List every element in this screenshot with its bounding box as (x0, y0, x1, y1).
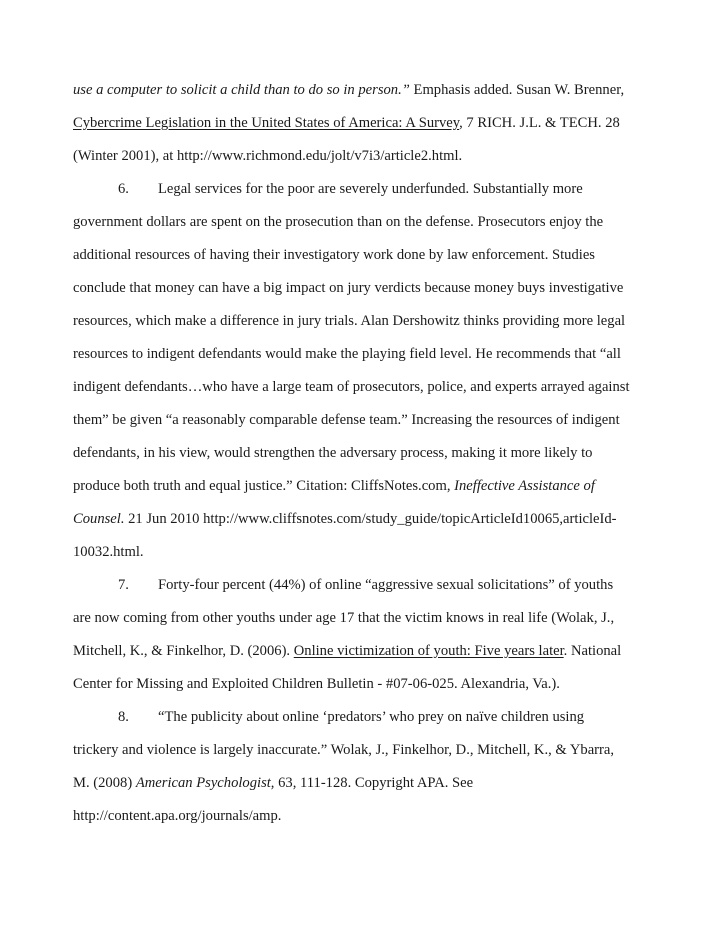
article-title: Cybercrime Legislation in the United States of America: A Survey (73, 115, 460, 131)
footnote-continuation (73, 74, 632, 173)
note-8 (73, 701, 632, 833)
text: , 7 RICH. J.L. & TECH. 28 (Winter 2001), at http://www.richmond.edu/jolt/v7i3/article2.html. (73, 115, 620, 164)
quote-italic: use a computer to solicit a child than to do so in person.” (73, 82, 410, 98)
text: . National Center for Missing and Exploited Children Bulletin - #07-06-025. Alexandria, Va.). (73, 643, 622, 692)
note-number: 7. (118, 577, 129, 593)
note-7 (73, 569, 632, 701)
text: “The publicity about online ‘predators’ who prey on naïve children using trickery and violence is largely inaccurate.” Wolak, J., Finkelhor, D., Mitchell, K., & Ybarra, M. (2008) (73, 709, 615, 791)
text: 63, 111-128. Copyright APA. See http://content.apa.org/journals/amp. (73, 775, 474, 824)
article-title: Ineffective Assistance of Counsel. (73, 478, 595, 527)
text: Emphasis added. Susan W. Brenner, (409, 82, 625, 98)
note-number: 6. (118, 181, 129, 197)
text: 21 Jun 2010 http://www.cliffsnotes.com/study_guide/topicArticleId10065,articleId-10032.html. (73, 511, 617, 560)
text: Legal services for the poor are severely underfunded. Substantially more government dollars are spent on the prosecution than on the defense. Prosecutors enjoy the additional resources of having their investigatory work done by law enforcement. Studies conclude that money can have a big impact on jury verdicts because money buys investigative resources, which make a difference in jury trials. Alan Dershowitz thinks providing more legal resources to indigent defendants would make the playing field level. He recommends that “all indigent defendants…who have a large team of prosecutors, police, and experts arrayed against them” be given “a reasonably comparable defense team.” Increasing the resources of indigent defendants, in his view, would strengthen the adversary process, making it more likely to produce both truth and equal justice.” Citation: CliffsNotes.com, (73, 181, 630, 494)
text: Forty-four percent (44%) of online “aggressive sexual solicitations” of youths are now coming from other youths under age 17 that the victim knows in real life (Wolak, J., Mitchell, K., & Finkelhor, D. (2006). (73, 577, 615, 659)
note-number: 8. (118, 709, 129, 725)
report-title: Online victimization of youth: Five years later (293, 643, 564, 659)
journal-title: American Psychologist, (135, 775, 275, 791)
note-6 (73, 173, 632, 569)
